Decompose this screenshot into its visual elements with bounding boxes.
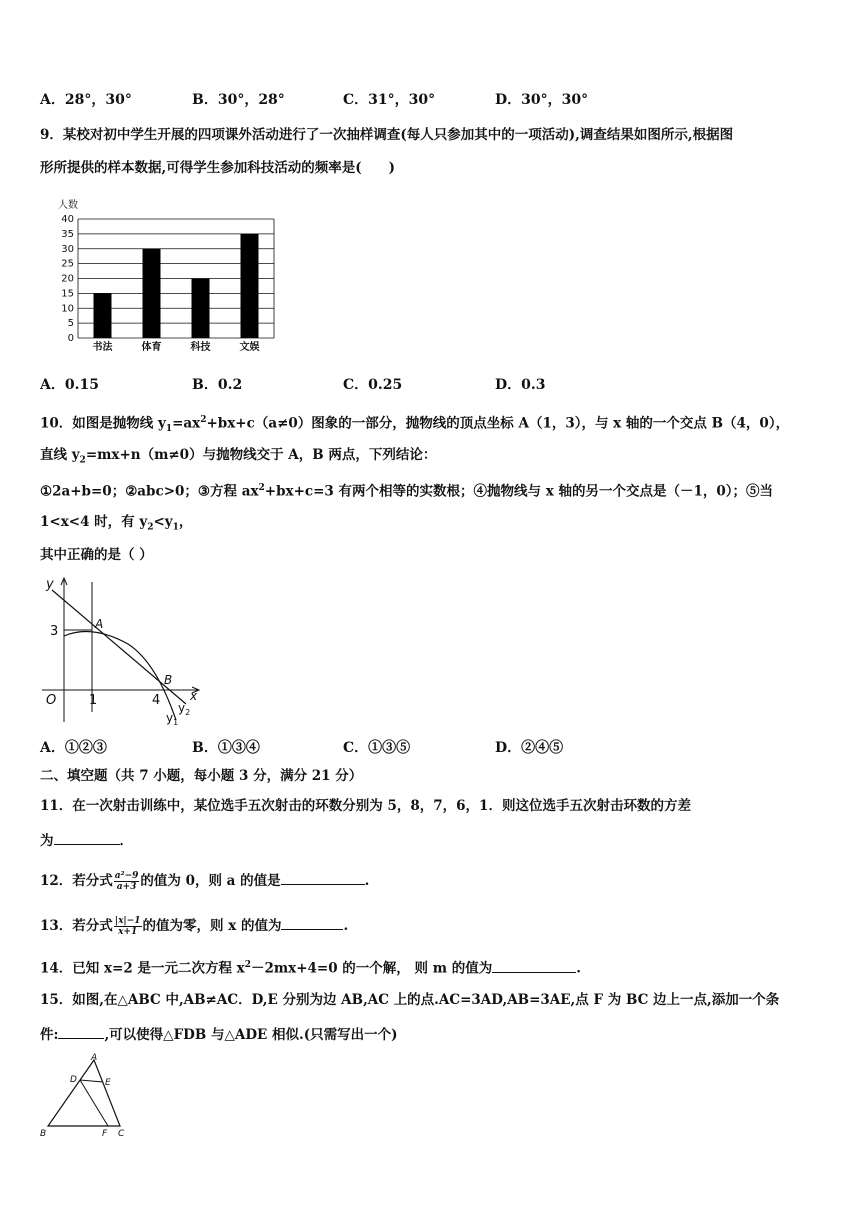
q9-option-b: B．0.2 (192, 377, 243, 393)
chart-bar (143, 249, 161, 338)
q9-option-c: C．0.25 (343, 377, 403, 393)
q9-option-a: A．0.15 (40, 377, 99, 393)
graph-tick-4: 4 (152, 693, 161, 708)
chart-bar (94, 293, 112, 338)
section-2-heading: 二、填空题（共 7 小题，每小题 3 分，满分 21 分） (40, 768, 363, 784)
q8-option-c: C．31°，30° (343, 92, 436, 108)
graph-point-b-label: B (164, 673, 173, 687)
q9-option-d: D．0.3 (495, 377, 546, 393)
chart-y-tick-label: 30 (61, 243, 74, 255)
q15-text-line1: 15．如图,在△ABC 中,AB≠AC．D,E 分别为边 AB,AC 上的点.AC=3AD,AB=3AE,点 F 为 BC 边上一点,添加一个条 (40, 992, 780, 1008)
q9-text-line2: 形所提供的样本数据,可得学生参加科技活动的频率是( ) (40, 160, 395, 176)
fig-label-f: F (102, 1129, 108, 1139)
q10-text-line5: 其中正确的是（ ） (40, 547, 153, 563)
fig-label-b: B (40, 1129, 47, 1139)
q13-answer-blank (281, 915, 343, 930)
q15-triangle-figure (38, 1052, 138, 1142)
chart-y-tick-label: 0 (67, 333, 74, 344)
fig-label-c: C (118, 1129, 125, 1139)
graph-y2-label: $y_2$ (178, 701, 191, 717)
q10-text-line4: 1<x<4 时，有 $y_2<y_1$， (40, 514, 193, 533)
fig-label-a: A (91, 1053, 98, 1063)
chart-y-tick-label: 20 (61, 273, 74, 285)
q11-text-line2: 为 ． (40, 830, 133, 851)
q8-option-d: D．30°，30° (495, 92, 589, 108)
q12-answer-blank (281, 870, 365, 885)
q8-option-a: A．28°，30° (40, 92, 132, 108)
graph-y1-label: $y_1$ (166, 711, 179, 727)
fig-label-d: D (70, 1075, 77, 1085)
chart-y-axis-label: 人数 (58, 200, 78, 211)
q10-option-a: A．①②③ (40, 740, 107, 756)
triangle-abc (48, 1060, 120, 1126)
q10-parabola-graph (38, 572, 208, 727)
q11-answer-blank (54, 830, 120, 845)
q10-option-c: C．①③⑤ (343, 740, 411, 756)
q10-option-d: D．②④⑤ (495, 740, 564, 756)
q12-fraction: $\frac{\text{a²−9}}{a+3}$ (114, 871, 139, 892)
q14-answer-blank (492, 958, 576, 973)
q10-text-line1: 10．如图是抛物线 $y_1=ax^2+bx+c(a\ne 0)$图象的一部分，抛物线的顶点坐标 A（1，3），与 x 轴的一个交点 B（4，0）， (40, 415, 790, 435)
segment-df (80, 1080, 108, 1126)
graph-tick-3: 3 (50, 624, 59, 639)
q13-text: 13．若分式 $\frac{|x|-1}{x+1}$ 的值为零，则 x 的值为 . (40, 916, 349, 937)
chart-x-tick-label: 书法 (92, 342, 113, 352)
fig-label-e: E (105, 1078, 111, 1088)
q9-text-line1: 9．某校对初中学生开展的四项课外活动进行了一次抽样调查(每人只参加其中的一项活动),调查结果如图所示,根据图 (40, 127, 734, 143)
q8-option-b: B．30°，28° (192, 92, 285, 108)
graph-tick-1: 1 (89, 693, 98, 708)
chart-bar (241, 234, 259, 338)
q11-text-line1: 11．在一次射击训练中，某位选手五次射击的环数分别为 5，8，7，6，1．则这位选手五次射击环数的方差 (40, 798, 691, 814)
chart-x-tick-label: 文娱 (239, 342, 260, 352)
chart-y-tick-label: 5 (67, 318, 74, 330)
q10-option-b: B．①③④ (192, 740, 260, 756)
graph-y-label: y (46, 577, 54, 592)
graph-point-a-label: A (95, 617, 104, 631)
q12-text: 12．若分式 $\frac{\text{a²−9}}{a+3}$ 的值为 0，则 a 的值是 . (40, 871, 370, 892)
segment-de (80, 1080, 103, 1082)
q9-bar-chart (40, 192, 300, 352)
chart-bar (192, 279, 210, 339)
q15-text-line2: 件: ,可以使得△FDB 与△ADE 相似.(只需写出一个) (40, 1024, 398, 1045)
graph-x-label: x (190, 689, 198, 703)
chart-y-tick-label: 10 (61, 303, 74, 315)
chart-x-tick-label: 体育 (141, 342, 162, 352)
graph-origin-label: O (46, 693, 57, 708)
chart-y-tick-label: 25 (61, 258, 74, 270)
q13-fraction: $\frac{|x|-1}{x+1}$ (114, 916, 141, 937)
q10-text-line2: 直线 $y_2=mx+n(m\ne 0)$与抛物线交于 A，B 两点，下列结论： (40, 447, 437, 466)
q14-text: 14．已知 x=2 是一元二次方程 $x^2-2mx+4=0$ 的一个解， 则 m 的值为 . (40, 955, 581, 979)
chart-x-tick-label: 科技 (190, 342, 211, 352)
q10-text-line3: ①2a+b=0；②abc>0；③方程 $ax^2+bx+c=3$ 有两个相等的实数根；④抛物线与 x 轴的另一个交点是（－1，0）；⑤当 (40, 483, 774, 500)
chart-y-tick-label: 15 (61, 288, 74, 300)
q15-answer-blank (58, 1024, 104, 1039)
chart-y-tick-label: 35 (61, 228, 74, 240)
chart-y-tick-label: 40 (61, 214, 74, 225)
